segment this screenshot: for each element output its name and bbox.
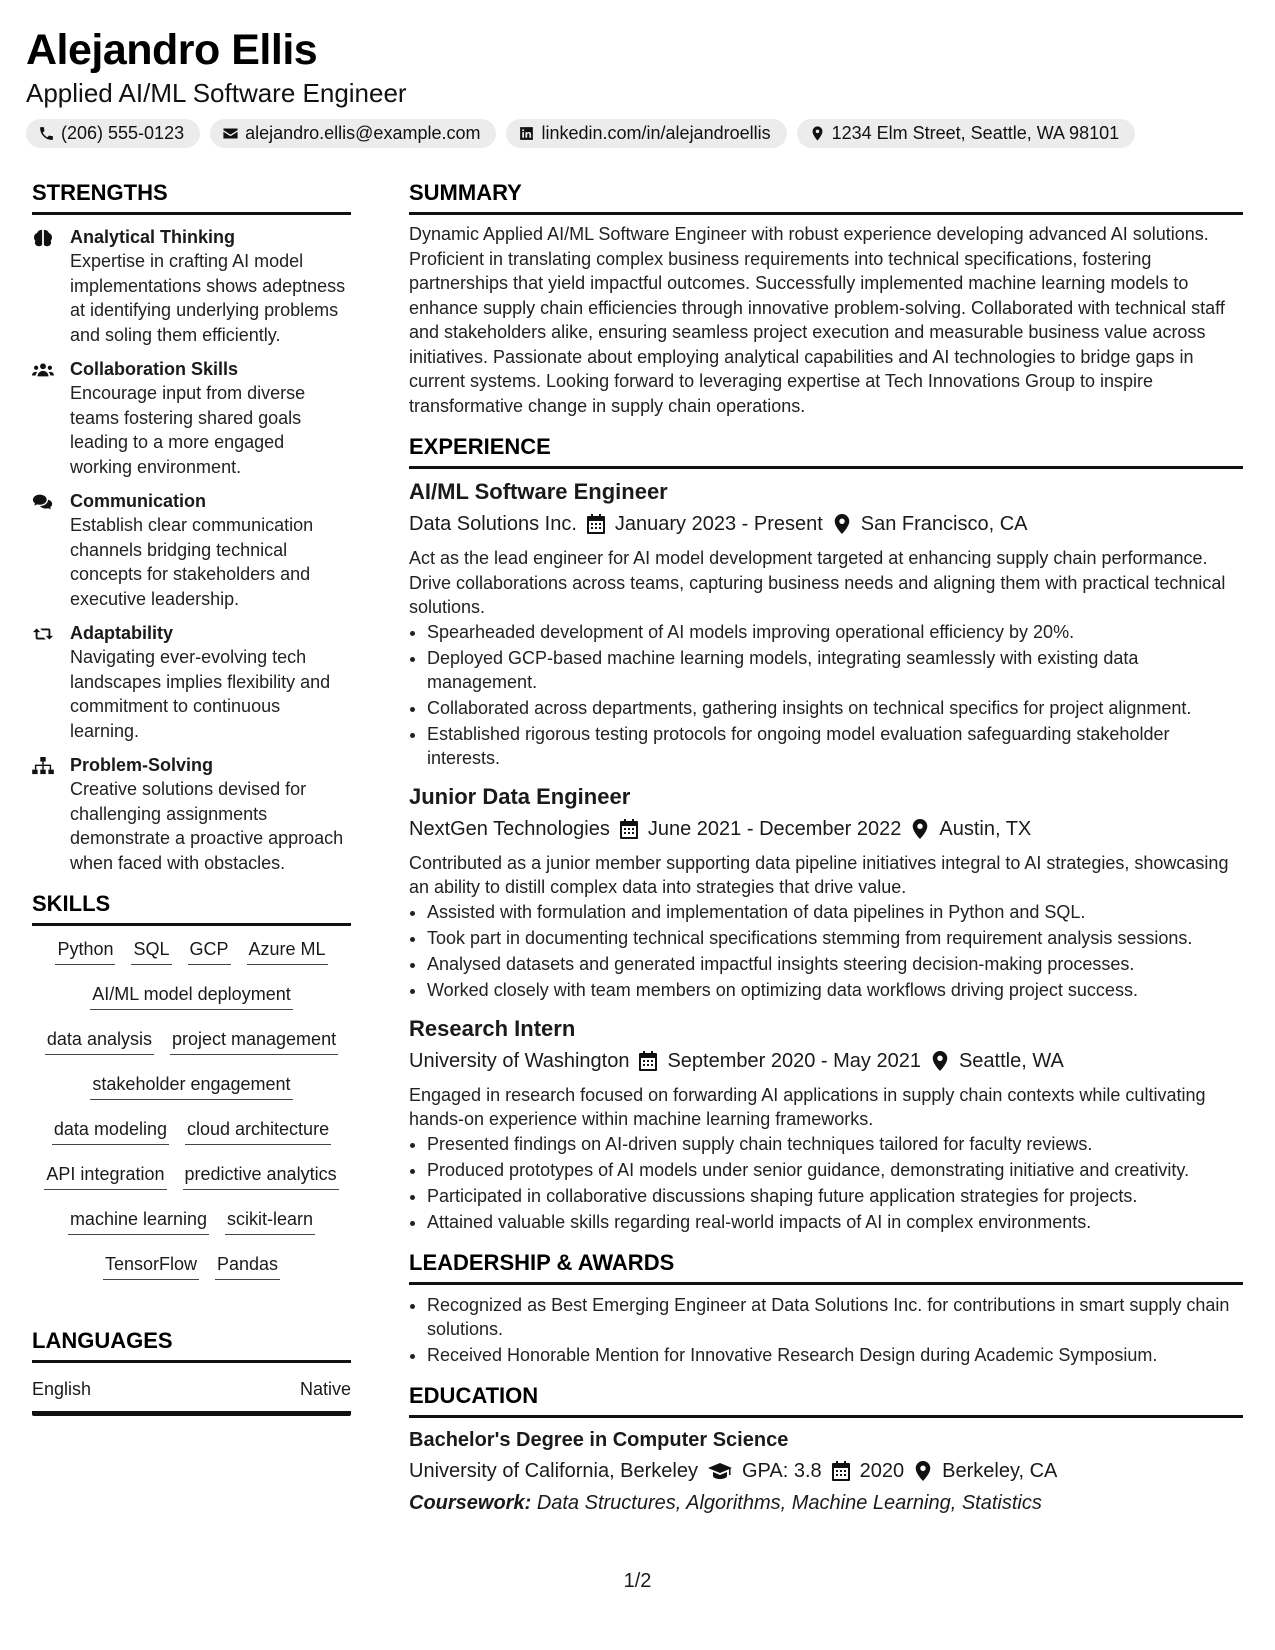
strength-desc: Creative solutions devised for challenging assignments demonstrate a proactive approach when faced with obstacles.: [70, 779, 344, 873]
strength-item: [32, 225, 351, 347]
job-company: NextGen Technologies: [409, 817, 610, 840]
education-section: [409, 1381, 1243, 1518]
skill-row: [32, 1071, 351, 1116]
coursework: [409, 1488, 1243, 1518]
location-pin-icon: [914, 1461, 932, 1481]
job-bullet: • Collaborated across departments, gathering insights on technical specifics for project alignment.: [427, 696, 1243, 720]
email-text: alejandro.ellis@example.com: [245, 123, 481, 143]
job-bullet: • Attained valuable skills regarding real-world impacts of AI in complex environments.: [427, 1210, 1243, 1234]
skill-tag: Pandas: [215, 1251, 280, 1280]
strength-desc: Encourage input from diverse teams fostering shared goals leading to a more engaged working environment.: [70, 383, 306, 477]
strength-desc: Expertise in crafting AI model implementations shows adeptness at identifying underlying problems and soling them efficiently.: [70, 251, 346, 345]
job-location: San Francisco, CA: [860, 513, 1028, 535]
skill-tag: Python: [55, 936, 115, 965]
awards-heading: LEADERSHIP & AWARDS: [409, 1248, 1243, 1285]
job-title: Research Intern: [409, 1015, 576, 1041]
job-entry: [409, 1014, 1243, 1234]
strength-title: Problem-Solving: [70, 755, 214, 775]
skill-tag: scikit-learn: [225, 1206, 315, 1235]
award-item: • Recognized as Best Emerging Engineer at Data Solutions Inc. for contributions in smart supply chain solutions.: [427, 1293, 1243, 1341]
job-dates: June 2021 - December 2022: [647, 817, 902, 840]
job-bullet: • Took part in documenting technical specifications stemming from requirement analysis sessions.: [427, 926, 1243, 950]
job-entry: [409, 477, 1243, 770]
contact-address: [797, 119, 1136, 148]
awards-section: [409, 1248, 1243, 1367]
job-bullet: • Analysed datasets and generated impactful insights steering decision-making processes.: [427, 952, 1243, 976]
gpa-text: GPA: 3.8: [742, 1459, 822, 1482]
experience-heading: EXPERIENCE: [409, 432, 1243, 469]
strength-item: [32, 621, 351, 743]
job-bullet: • Presented findings on AI-driven supply chain techniques tailored for faculty reviews.: [427, 1132, 1243, 1156]
job-title: Junior Data Engineer: [409, 783, 631, 809]
job-meta: [409, 814, 1243, 844]
job-meta: [409, 1046, 1243, 1076]
calendar-icon: [587, 514, 605, 534]
brain-icon: [32, 229, 54, 247]
location-pin-icon: [833, 514, 851, 534]
job-bullets: [409, 1132, 1243, 1234]
job-bullet: • Participated in collaborative discussions shaping future application strategies for projects.: [427, 1184, 1243, 1208]
job-description: Contributed as a junior member supporting data pipeline initiatives integral to AI strategies, showcasing an ability to distill complex data into strategies that drive value.: [409, 852, 1229, 897]
strength-item: [32, 753, 351, 875]
contact-email[interactable]: [210, 119, 496, 148]
calendar-icon: [639, 1051, 657, 1071]
location-pin-icon: [911, 819, 929, 839]
skill-tag: GCP: [188, 936, 231, 965]
job-description: Act as the lead engineer for AI model development targeted at enhancing supply chain performance. Drive collaborations across teams, capturing business needs and aligning them with practical technical solutions.: [409, 548, 1226, 617]
strength-item: [32, 357, 351, 479]
languages-heading: LANGUAGES: [32, 1326, 351, 1363]
job-bullets: [409, 620, 1243, 770]
awards-list: [409, 1293, 1243, 1367]
strength-desc: Navigating ever-evolving tech landscapes implies flexibility and commitment to continuous learning.: [70, 647, 331, 741]
strength-title: Adaptability: [70, 623, 174, 643]
coursework-label: Coursework:: [409, 1491, 532, 1514]
education-meta: [409, 1456, 1243, 1486]
skill-tag: API integration: [44, 1161, 166, 1190]
summary-text: Dynamic Applied AI/ML Software Engineer with robust experience developing advanced AI solutions. Proficient in translating complex business requirements into technical specifications, fostering partnerships that yield impactful outcomes. Successfully implemented machine learning models to enhance supply chain efficiencies through innovative problem-solving. Collaborated with technical staff and stakeholders alike, ensuring seamless project execution and measurable business value across initiatives. Passionate about employing analytical capabilities and AI technologies to bridge gaps in current systems. Looking forward to leveraging expertise at Tech Innovations Group to inspire transformative change in supply chain operations.: [409, 224, 1225, 416]
school-name: University of California, Berkeley: [409, 1459, 698, 1482]
linkedin-text: linkedin.com/in/alejandroellis: [541, 123, 771, 143]
envelope-icon: [222, 125, 239, 142]
strength-item: [32, 489, 351, 611]
job-bullet: • Assisted with formulation and implementation of data pipelines in Python and SQL.: [427, 900, 1243, 924]
skill-tag: predictive analytics: [183, 1161, 339, 1190]
contact-phone[interactable]: [26, 119, 200, 148]
linkedin-icon: [518, 125, 535, 142]
strength-title: Collaboration Skills: [70, 359, 239, 379]
coursework-list: Data Structures, Algorithms, Machine Learning, Statistics: [536, 1491, 1042, 1514]
job-bullet: • Spearheaded development of AI models improving operational efficiency by 20%.: [427, 620, 1243, 644]
job-title: AI/ML Software Engineer: [409, 479, 668, 504]
phone-icon: [38, 125, 55, 142]
retweet-icon: [32, 625, 54, 643]
job-description: Engaged in research focused on forwarding AI applications in supply chain contexts while cultivating hands-on experience within machine learning frameworks.: [409, 1084, 1206, 1129]
skill-tag: stakeholder engagement: [90, 1071, 292, 1100]
skill-tag: data analysis: [45, 1026, 154, 1055]
school-location: Berkeley, CA: [942, 1459, 1058, 1482]
skill-tag: SQL: [131, 936, 171, 965]
strengths-section: [32, 178, 351, 875]
skill-row: [32, 1161, 351, 1206]
job-bullets: [409, 900, 1243, 1002]
strength-title: Analytical Thinking: [70, 227, 236, 247]
award-item: • Received Honorable Mention for Innovative Research Design during Academic Symposium.: [427, 1343, 1243, 1367]
skill-row: [32, 981, 351, 1026]
skills-heading: SKILLS: [32, 889, 351, 926]
comments-icon: [32, 493, 54, 511]
candidate-name: Alejandro Ellis: [26, 26, 318, 74]
languages-section: [32, 1326, 351, 1416]
skill-row: [32, 1116, 351, 1161]
strength-desc: Establish clear communication channels bridging technical concepts for stakeholders and executive leadership.: [70, 515, 314, 609]
left-column: [32, 178, 351, 1416]
location-pin-icon: [809, 125, 826, 142]
job-meta: [409, 509, 1243, 539]
job-location: Seattle, WA: [958, 1049, 1064, 1072]
job-company: Data Solutions Inc.: [409, 513, 577, 535]
language-row: [32, 1377, 351, 1416]
right-column: [409, 178, 1243, 1518]
skill-row: [32, 1206, 351, 1251]
job-dates: September 2020 - May 2021: [667, 1049, 921, 1072]
strength-title: Communication: [70, 491, 207, 511]
job-entry: [409, 782, 1243, 1002]
skill-row: [32, 1251, 351, 1296]
strengths-heading: STRENGTHS: [32, 178, 351, 215]
skill-tag: AI/ML model deployment: [90, 981, 292, 1010]
skill-row: [32, 936, 351, 981]
contact-bar: [26, 119, 1256, 148]
phone-text: (206) 555-0123: [61, 123, 185, 143]
job-location: Austin, TX: [939, 817, 1032, 840]
graduation-cap-icon: [708, 1461, 732, 1481]
skills-section: [32, 889, 351, 1296]
skill-tag: Azure ML: [247, 936, 328, 965]
summary-section: [409, 178, 1243, 418]
skill-tag: cloud architecture: [185, 1116, 331, 1145]
job-company: University of Washington: [409, 1049, 630, 1072]
education-heading: EDUCATION: [409, 1381, 1243, 1418]
job-dates: January 2023 - Present: [614, 513, 823, 535]
resume-header: [26, 24, 1256, 148]
graduation-year: 2020: [859, 1459, 905, 1482]
summary-heading: SUMMARY: [409, 178, 1243, 215]
skill-tag: machine learning: [68, 1206, 209, 1235]
degree-title: Bachelor's Degree in Computer Science: [409, 1428, 789, 1451]
skill-tag: TensorFlow: [103, 1251, 199, 1280]
sitemap-icon: [32, 757, 54, 775]
candidate-title: Applied AI/ML Software Engineer: [26, 78, 407, 108]
page-number: 1/2: [623, 1570, 652, 1592]
language-level: Native: [299, 1379, 351, 1399]
calendar-icon: [832, 1461, 850, 1481]
job-bullet: • Established rigorous testing protocols for ongoing model evaluation safeguarding stakeholder interests.: [427, 722, 1243, 770]
skill-tag: project management: [170, 1026, 338, 1055]
job-bullet: • Produced prototypes of AI models under senior guidance, demonstrating initiative and creativity.: [427, 1158, 1243, 1182]
skill-row: [32, 1026, 351, 1071]
language-name: English: [32, 1379, 92, 1399]
job-bullet: • Deployed GCP-based machine learning models, integrating seamlessly with existing data management.: [427, 646, 1243, 694]
calendar-icon: [620, 819, 638, 839]
location-pin-icon: [931, 1051, 949, 1071]
experience-section: [409, 432, 1243, 1234]
job-bullet: • Worked closely with team members on optimizing data workflows driving project success.: [427, 978, 1243, 1002]
users-icon: [32, 361, 54, 379]
address-text: 1234 Elm Street, Seattle, WA 98101: [831, 123, 1120, 143]
contact-linkedin[interactable]: [506, 119, 786, 148]
skill-tag: data modeling: [52, 1116, 169, 1145]
